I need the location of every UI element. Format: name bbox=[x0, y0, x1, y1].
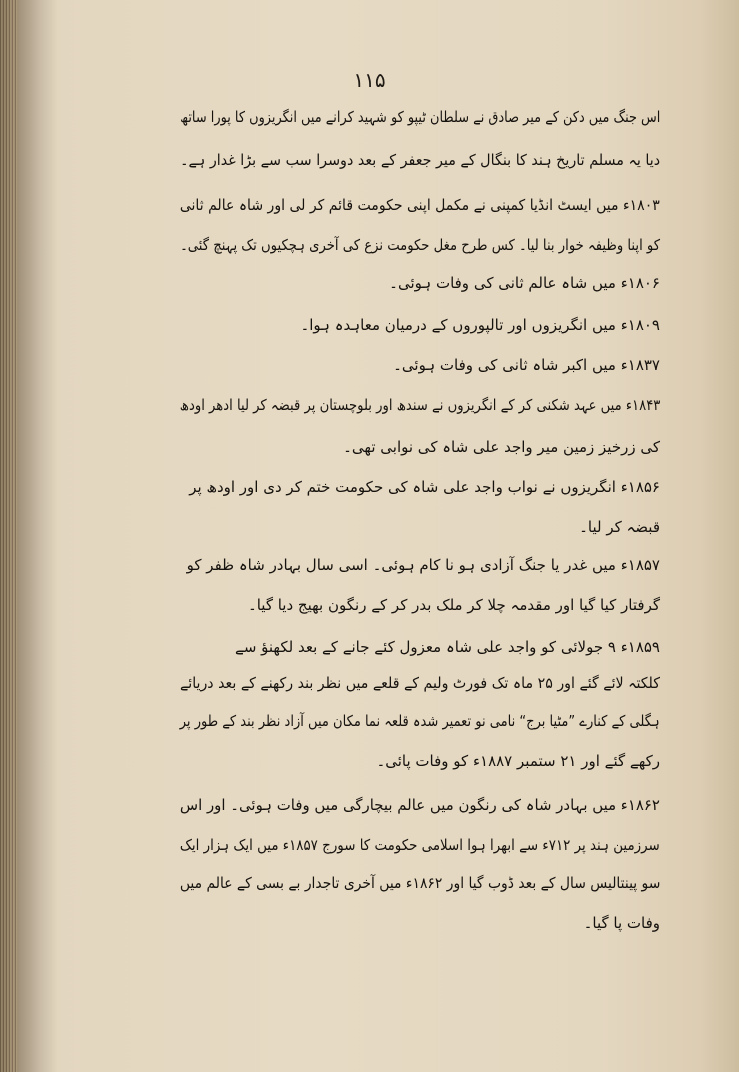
page-number: ۱۱۵ bbox=[353, 68, 386, 92]
text-line: ۱۸۴۳ء میں عہد شکنی کر کے انگریزوں نے سندھ اور بلوچستان پر قبضہ کر لیا ادھر اودھ bbox=[179, 396, 660, 414]
page-edges bbox=[0, 0, 18, 1072]
text-line: رکھے گئے اور ۲۱ ستمبر ۱۸۸۷ء کو وفات پائی۔ bbox=[376, 752, 660, 770]
gutter-shadow bbox=[18, 0, 58, 1072]
text-line: اس جنگ میں دکن کے میر صادق نے سلطان ٹیپو کو شہید کرانے میں انگریزوں کا پورا ساتھ bbox=[179, 108, 660, 126]
text-line: کو اپنا وظیفہ خوار بنا لیا۔ کس طرح مغل حکومت نزع کی آخری ہچکیوں تک پہنچ گئی۔ bbox=[180, 236, 660, 254]
text-line: ۱۸۶۲ء میں بہادر شاہ کی رنگون میں عالم بیچارگی میں وفات ہوئی۔ اور اس bbox=[180, 796, 660, 814]
text-line: ۱۸۵۷ء میں غدر یا جنگ آزادی ہو نا کام ہوئی۔ اسی سال بہادر شاہ ظفر کو bbox=[186, 556, 660, 574]
text-line: گرفتار کیا گیا اور مقدمہ چلا کر ملک بدر کر کے رنگون بھیج دیا گیا۔ bbox=[247, 596, 660, 614]
text-line: کی زرخیز زمین میر واجد علی شاہ کی نوابی تھی۔ bbox=[343, 438, 660, 456]
text-line: ۱۸۰۹ء میں انگریزوں اور تالپوروں کے درمیان معاہدہ ہوا۔ bbox=[300, 316, 660, 334]
text-line: سرزمین ہند پر ۷۱۲ء سے ابھرا ہوا اسلامی حکومت کا سورج ۱۸۵۷ء میں ایک ہزار ایک bbox=[180, 836, 660, 854]
text-line: ۱۸۵۹ء ۹ جولائی کو واجد علی شاہ معزول کئے جانے کے بعد لکھنؤ سے bbox=[235, 638, 660, 656]
text-line: کلکتہ لائے گئے اور ۲۵ ماہ تک فورٹ ولیم کے قلعے میں نظر بند رکھنے کے بعد دریائے bbox=[179, 674, 660, 692]
text-line: وفات پا گیا۔ bbox=[583, 914, 660, 932]
text-line: قبضہ کر لیا۔ bbox=[579, 518, 660, 536]
text-line: ۱۸۰۳ء میں ایسٹ انڈیا کمپنی نے مکمل اپنی حکومت قائم کر لی اور شاہ عالم ثانی bbox=[180, 196, 660, 214]
text-line: ہگلی کے کنارے ”مٹیا برج“ نامی نو تعمیر شدہ قلعہ نما مکان میں آزاد نظر بند کے طور پر bbox=[180, 712, 660, 730]
text-line: دیا یہ مسلم تاریخ ہند کا بنگال کے میر جعفر کے بعد دوسرا سب سے بڑا غدار ہے۔ bbox=[180, 151, 660, 169]
text-line: ۱۸۰۶ء میں شاہ عالم ثانی کی وفات ہوئی۔ bbox=[389, 274, 660, 292]
text-line: ۱۸۵۶ء انگریزوں نے نواب واجد علی شاہ کی حکومت ختم کر دی اور اودھ پر bbox=[189, 478, 660, 496]
text-line: سو پینتالیس سال کے بعد ڈوب گیا اور ۱۸۶۲ء میں آخری تاجدار بے بسی کے عالم میں bbox=[179, 874, 660, 892]
text-line: ۱۸۳۷ء میں اکبر شاہ ثانی کی وفات ہوئی۔ bbox=[393, 356, 660, 374]
